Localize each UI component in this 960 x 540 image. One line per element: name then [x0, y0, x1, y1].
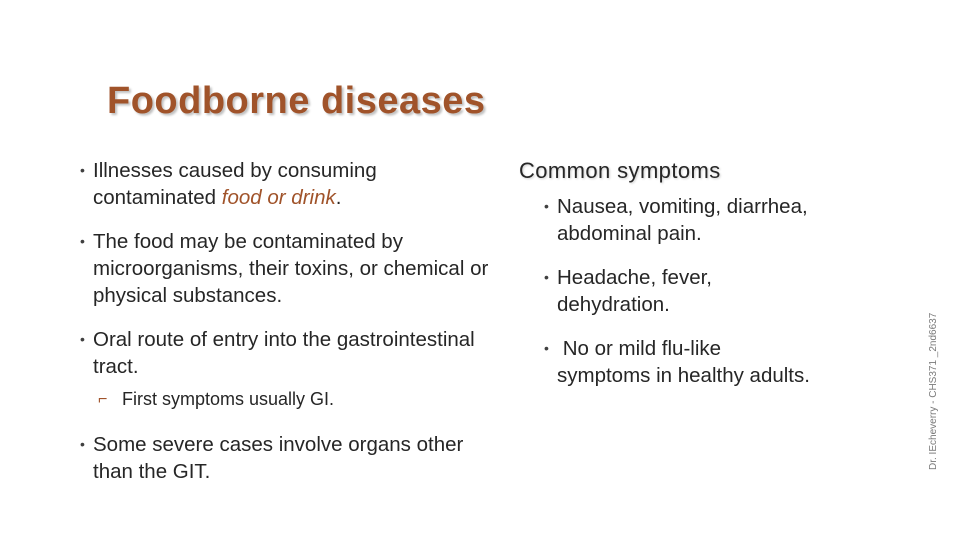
- bullet-text: Some severe cases involve organs other than the GIT.: [93, 433, 464, 483]
- emphasis-text: food or drink: [221, 186, 336, 209]
- bullet-text: Illnesses caused by consuming contaminated: [93, 159, 377, 209]
- left-column: [80, 157, 500, 485]
- bullet-text: Oral route of entry into the gastrointestinal tract.: [93, 328, 475, 378]
- sub-bullet-first-symptoms: [80, 386, 500, 413]
- bullet-dot-icon: •: [80, 233, 85, 249]
- bullet-dot-icon: •: [80, 436, 85, 452]
- bullet-illnesses: [80, 157, 500, 211]
- right-column: [519, 157, 814, 389]
- bullet-dot-icon: •: [544, 269, 549, 285]
- footer-credit: Dr. IEcheverry - CHS371 _2nd6637: [928, 312, 939, 470]
- slide-title: Foodborne diseases: [107, 80, 486, 122]
- bullet-text: The food may be contaminated by microorganisms, their toxins, or chemical or physical substances.: [93, 230, 489, 307]
- symptom-item: [544, 264, 814, 318]
- symptom-item: [544, 335, 814, 389]
- bullet-dot-icon: •: [80, 331, 85, 347]
- bullet-dot-icon: •: [80, 162, 85, 178]
- bullet-dot-icon: •: [544, 198, 549, 214]
- common-symptoms-heading: Common symptoms: [519, 158, 721, 183]
- bullet-contamination: [80, 228, 500, 309]
- sub-bullet-text: First symptoms usually GI.: [122, 389, 335, 409]
- symptom-item: [544, 193, 814, 247]
- bullet-oral-route: [80, 326, 500, 380]
- bullet-severe-cases: [80, 431, 500, 485]
- bullet-text-end: .: [335, 186, 342, 209]
- symptom-text: No or mild flu-like symptoms in healthy adults.: [557, 337, 810, 387]
- symptom-text: Headache, fever, dehydration.: [557, 266, 712, 316]
- symptom-text: Nausea, vomiting, diarrhea, abdominal pain.: [557, 195, 808, 245]
- sub-bullet-icon: ⌐: [98, 391, 108, 408]
- bullet-dot-icon: •: [544, 340, 549, 356]
